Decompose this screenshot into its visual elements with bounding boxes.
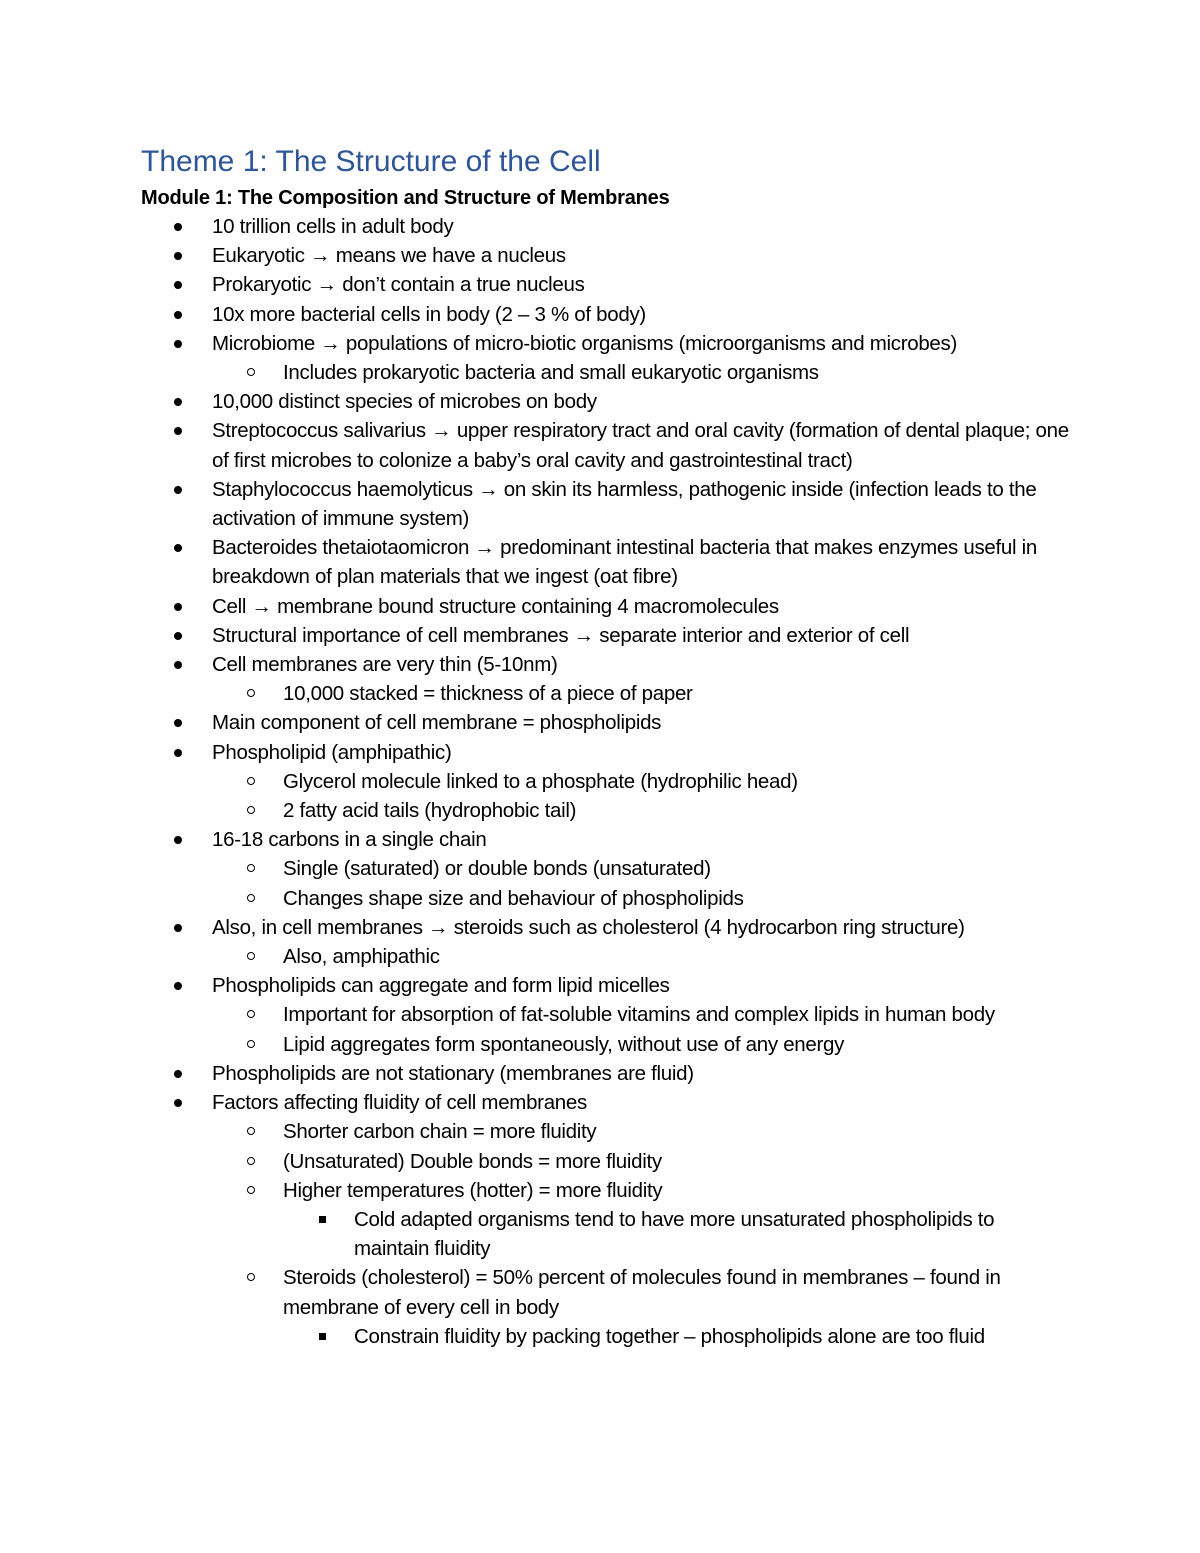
list-item [141, 358, 1071, 387]
list-item-text: Main component of cell membrane = phospholipids [212, 711, 662, 735]
list-item [141, 300, 1071, 329]
list-item-text: Phospholipids are not stationary (membranes are fluid) [212, 1061, 694, 1085]
list-item [141, 1263, 1071, 1321]
list-item [141, 1059, 1071, 1088]
list-item-text: Cell membranes are very thin (5-10nm) [212, 653, 558, 677]
list-item [141, 621, 1071, 650]
list-item [141, 475, 1071, 533]
list-item-text: (Unsaturated) Double bonds = more fluidity [283, 1149, 662, 1173]
list-item-text: 10,000 distinct species of microbes on body [212, 390, 597, 414]
list-item-text: Glycerol molecule linked to a phosphate (hydrophilic head) [283, 769, 798, 793]
list-item [141, 650, 1071, 679]
list-item [141, 212, 1071, 241]
list-item-text: 10,000 stacked = thickness of a piece of paper [283, 682, 693, 706]
list-item [141, 854, 1071, 883]
list-item-text: Prokaryotic → don’t contain a true nucleus [212, 273, 585, 297]
list-item [141, 387, 1071, 416]
list-item [141, 592, 1071, 621]
module-heading: Module 1: The Composition and Structure of Membranes [141, 187, 670, 209]
list-item [141, 329, 1071, 358]
list-item-text: Phospholipid (amphipathic) [212, 740, 452, 764]
list-item [141, 1176, 1071, 1205]
list-item-text: Important for absorption of fat-soluble vitamins and complex lipids in human body [283, 1003, 995, 1027]
list-item [141, 416, 1071, 474]
list-item-text: Steroids (cholesterol) = 50% percent of molecules found in membranes – found in membrane of every cell in body [283, 1266, 1001, 1319]
list-item [141, 679, 1071, 708]
list-item-text: Structural importance of cell membranes → separate interior and exterior of cell [212, 623, 910, 647]
list-item-text: Also, in cell membranes → steroids such as cholesterol (4 hydrocarbon ring structure) [212, 915, 965, 939]
list-item [141, 1000, 1071, 1029]
page-title: Theme 1: The Structure of the Cell [141, 145, 601, 178]
list-item [141, 1205, 1071, 1263]
list-item [141, 1147, 1071, 1176]
list-item-text: Includes prokaryotic bacteria and small eukaryotic organisms [283, 361, 819, 385]
list-item [141, 738, 1071, 767]
list-item-text: 2 fatty acid tails (hydrophobic tail) [283, 799, 577, 823]
list-item-text: 10x more bacterial cells in body (2 – 3 % of body) [212, 302, 646, 326]
list-item [141, 1088, 1071, 1117]
list-item-text: Bacteroides thetaiotaomicron → predominant intestinal bacteria that makes enzymes useful in breakdown of plan materials that we ingest (oat fibre) [212, 536, 1038, 589]
list-item [141, 270, 1071, 299]
list-item-text: Higher temperatures (hotter) = more fluidity [283, 1178, 663, 1202]
list-item-text: Staphylococcus haemolyticus → on skin its harmless, pathogenic inside (infection leads to the activation of immune system) [212, 477, 1037, 531]
list-item [141, 708, 1071, 737]
list-item-text: Also, amphipathic [283, 945, 440, 969]
list-item [141, 884, 1071, 913]
list-item [141, 241, 1071, 270]
list-item-text: Factors affecting fluidity of cell membranes [212, 1091, 587, 1115]
document-page [141, 140, 1071, 1351]
list-item-text: Cell → membrane bound structure containing 4 macromolecules [212, 594, 779, 618]
list-item-text: Phospholipids can aggregate and form lipid micelles [212, 974, 670, 998]
list-item [141, 913, 1071, 942]
list-item [141, 825, 1071, 854]
notes-list [141, 212, 1071, 1351]
list-item-text: Constrain fluidity by packing together – phospholipids alone are too fluid [354, 1324, 985, 1348]
list-item-text: Single (saturated) or double bonds (unsaturated) [283, 857, 711, 881]
list-item-text: 10 trillion cells in adult body [212, 215, 454, 238]
list-item-text: Changes shape size and behaviour of phospholipids [283, 886, 744, 910]
list-item-text: 16-18 carbons in a single chain [212, 828, 487, 852]
list-item [141, 1030, 1071, 1059]
list-item-text: Streptococcus salivarius → upper respiratory tract and oral cavity (formation of dental plaque; one of first microbes to colonize a baby’s oral cavity and gastrointestinal tract) [212, 419, 1069, 472]
list-item [141, 971, 1071, 1000]
list-item [141, 1322, 1071, 1351]
list-item [141, 1117, 1071, 1146]
list-item [141, 767, 1071, 796]
list-item-text: Cold adapted organisms tend to have more unsaturated phospholipids to maintain fluidity [354, 1207, 995, 1261]
list-item-text: Eukaryotic → means we have a nucleus [212, 244, 566, 268]
list-item [141, 533, 1071, 591]
list-item-text: Lipid aggregates form spontaneously, without use of any energy [283, 1032, 845, 1056]
list-item [141, 796, 1071, 825]
list-item-text: Shorter carbon chain = more fluidity [283, 1120, 597, 1144]
list-item [141, 942, 1071, 971]
list-item-text: Microbiome → populations of micro-biotic organisms (microorganisms and microbes) [212, 331, 958, 355]
